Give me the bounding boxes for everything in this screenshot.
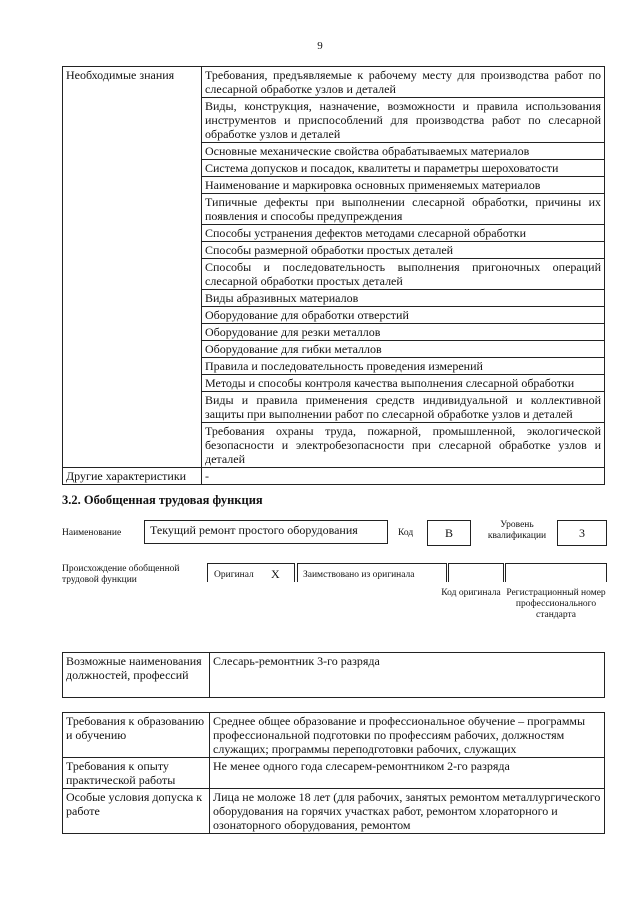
knowledge-table — [62, 66, 605, 485]
requirement-value: Среднее общее образование и профессиональное обучение – программы профессиональной подготовки по профессиям рабочих, должностям служащих; программы переподготовки рабочих, служащих — [210, 713, 605, 758]
level-box — [557, 520, 607, 546]
knowledge-item: Требования, предъявляемые к рабочему месту для производства работ по слесарной обработке узлов и деталей — [202, 67, 605, 98]
reg-number-cell — [505, 563, 607, 582]
table-row — [63, 653, 605, 698]
knowledge-label: Необходимые знания — [63, 67, 202, 468]
knowledge-item: Виды абразивных материалов — [202, 290, 605, 307]
function-name-box — [144, 520, 388, 544]
requirement-value: Не менее одного года слесарем-ремонтником 2-го разряда — [210, 758, 605, 789]
page-number: 9 — [317, 40, 323, 52]
original-mark: Х — [271, 567, 280, 581]
positions-label: Возможные наименования должностей, профессий — [63, 653, 210, 698]
table-row — [63, 789, 605, 834]
knowledge-item: Оборудование для гибки металлов — [202, 341, 605, 358]
knowledge-item: Способы и последовательность выполнения пригоночных операций слесарной обработки простых деталей — [202, 259, 605, 290]
requirement-value: Лица не моложе 18 лет (для рабочих, занятых ремонтом металлургического оборудования на горячих участках работ, ремонтом хлораторного и озонаторного оборудования, ремонтом — [210, 789, 605, 834]
positions-table — [62, 652, 605, 698]
table-row — [63, 713, 605, 758]
section-title: 3.2. Обобщенная трудовая функция — [62, 493, 263, 507]
borrowed-label: Заимствовано из оригинала — [303, 570, 415, 580]
origin-label: Происхождение обобщенной трудовой функции — [62, 564, 180, 585]
knowledge-item: Типичные дефекты при выполнении слесарной обработки, причины их появления и способы предупреждения — [202, 194, 605, 225]
code-box — [427, 520, 471, 546]
knowledge-item: Способы размерной обработки простых деталей — [202, 242, 605, 259]
knowledge-item: Виды и правила применения средств индивидуальной и коллективной защиты при выполнении работ по слесарной обработке узлов и деталей — [202, 392, 605, 423]
requirements-table — [62, 712, 605, 834]
level-label: Уровень квалификации — [487, 520, 547, 541]
name-label: Наименование — [62, 528, 122, 538]
original-label: Оригинал — [214, 570, 254, 580]
other-label: Другие характеристики — [63, 468, 202, 485]
knowledge-item: Оборудование для резки металлов — [202, 324, 605, 341]
reg-number-label: Регистрационный номер профессионального стандарта — [506, 588, 606, 620]
requirement-label: Требования к опыту практической работы — [63, 758, 210, 789]
table-row — [63, 758, 605, 789]
knowledge-item: Система допусков и посадок, квалитеты и параметры шероховатости — [202, 160, 605, 177]
code-label: Код — [398, 528, 414, 538]
code-value: В — [444, 526, 453, 540]
table-row — [63, 67, 605, 98]
code-original-label: Код оригинала — [441, 588, 501, 598]
knowledge-item: Виды, конструкция, назначение, возможности и правила использования инструментов и приспособлений для производства работ по слесарной обработке узлов и деталей — [202, 98, 605, 143]
knowledge-item: Основные механические свойства обрабатываемых материалов — [202, 143, 605, 160]
other-value: - — [202, 468, 605, 485]
knowledge-item: Требования охраны труда, пожарной, промышленной, экологической безопасности и электробезопасности при слесарной обработке узлов и деталей — [202, 423, 605, 468]
positions-value: Слесарь-ремонтник 3-го разряда — [210, 653, 605, 698]
level-value: 3 — [579, 526, 585, 540]
requirement-label: Требования к образованию и обучению — [63, 713, 210, 758]
code-original-cell — [448, 563, 504, 582]
knowledge-item: Оборудование для обработки отверстий — [202, 307, 605, 324]
function-name: Текущий ремонт простого оборудования — [150, 523, 358, 537]
requirement-label: Особые условия допуска к работе — [63, 789, 210, 834]
knowledge-item: Способы устранения дефектов методами слесарной обработки — [202, 225, 605, 242]
knowledge-item: Правила и последовательность проведения измерений — [202, 358, 605, 375]
knowledge-item: Методы и способы контроля качества выполнения слесарной обработки — [202, 375, 605, 392]
table-row — [63, 468, 605, 485]
knowledge-item: Наименование и маркировка основных применяемых материалов — [202, 177, 605, 194]
